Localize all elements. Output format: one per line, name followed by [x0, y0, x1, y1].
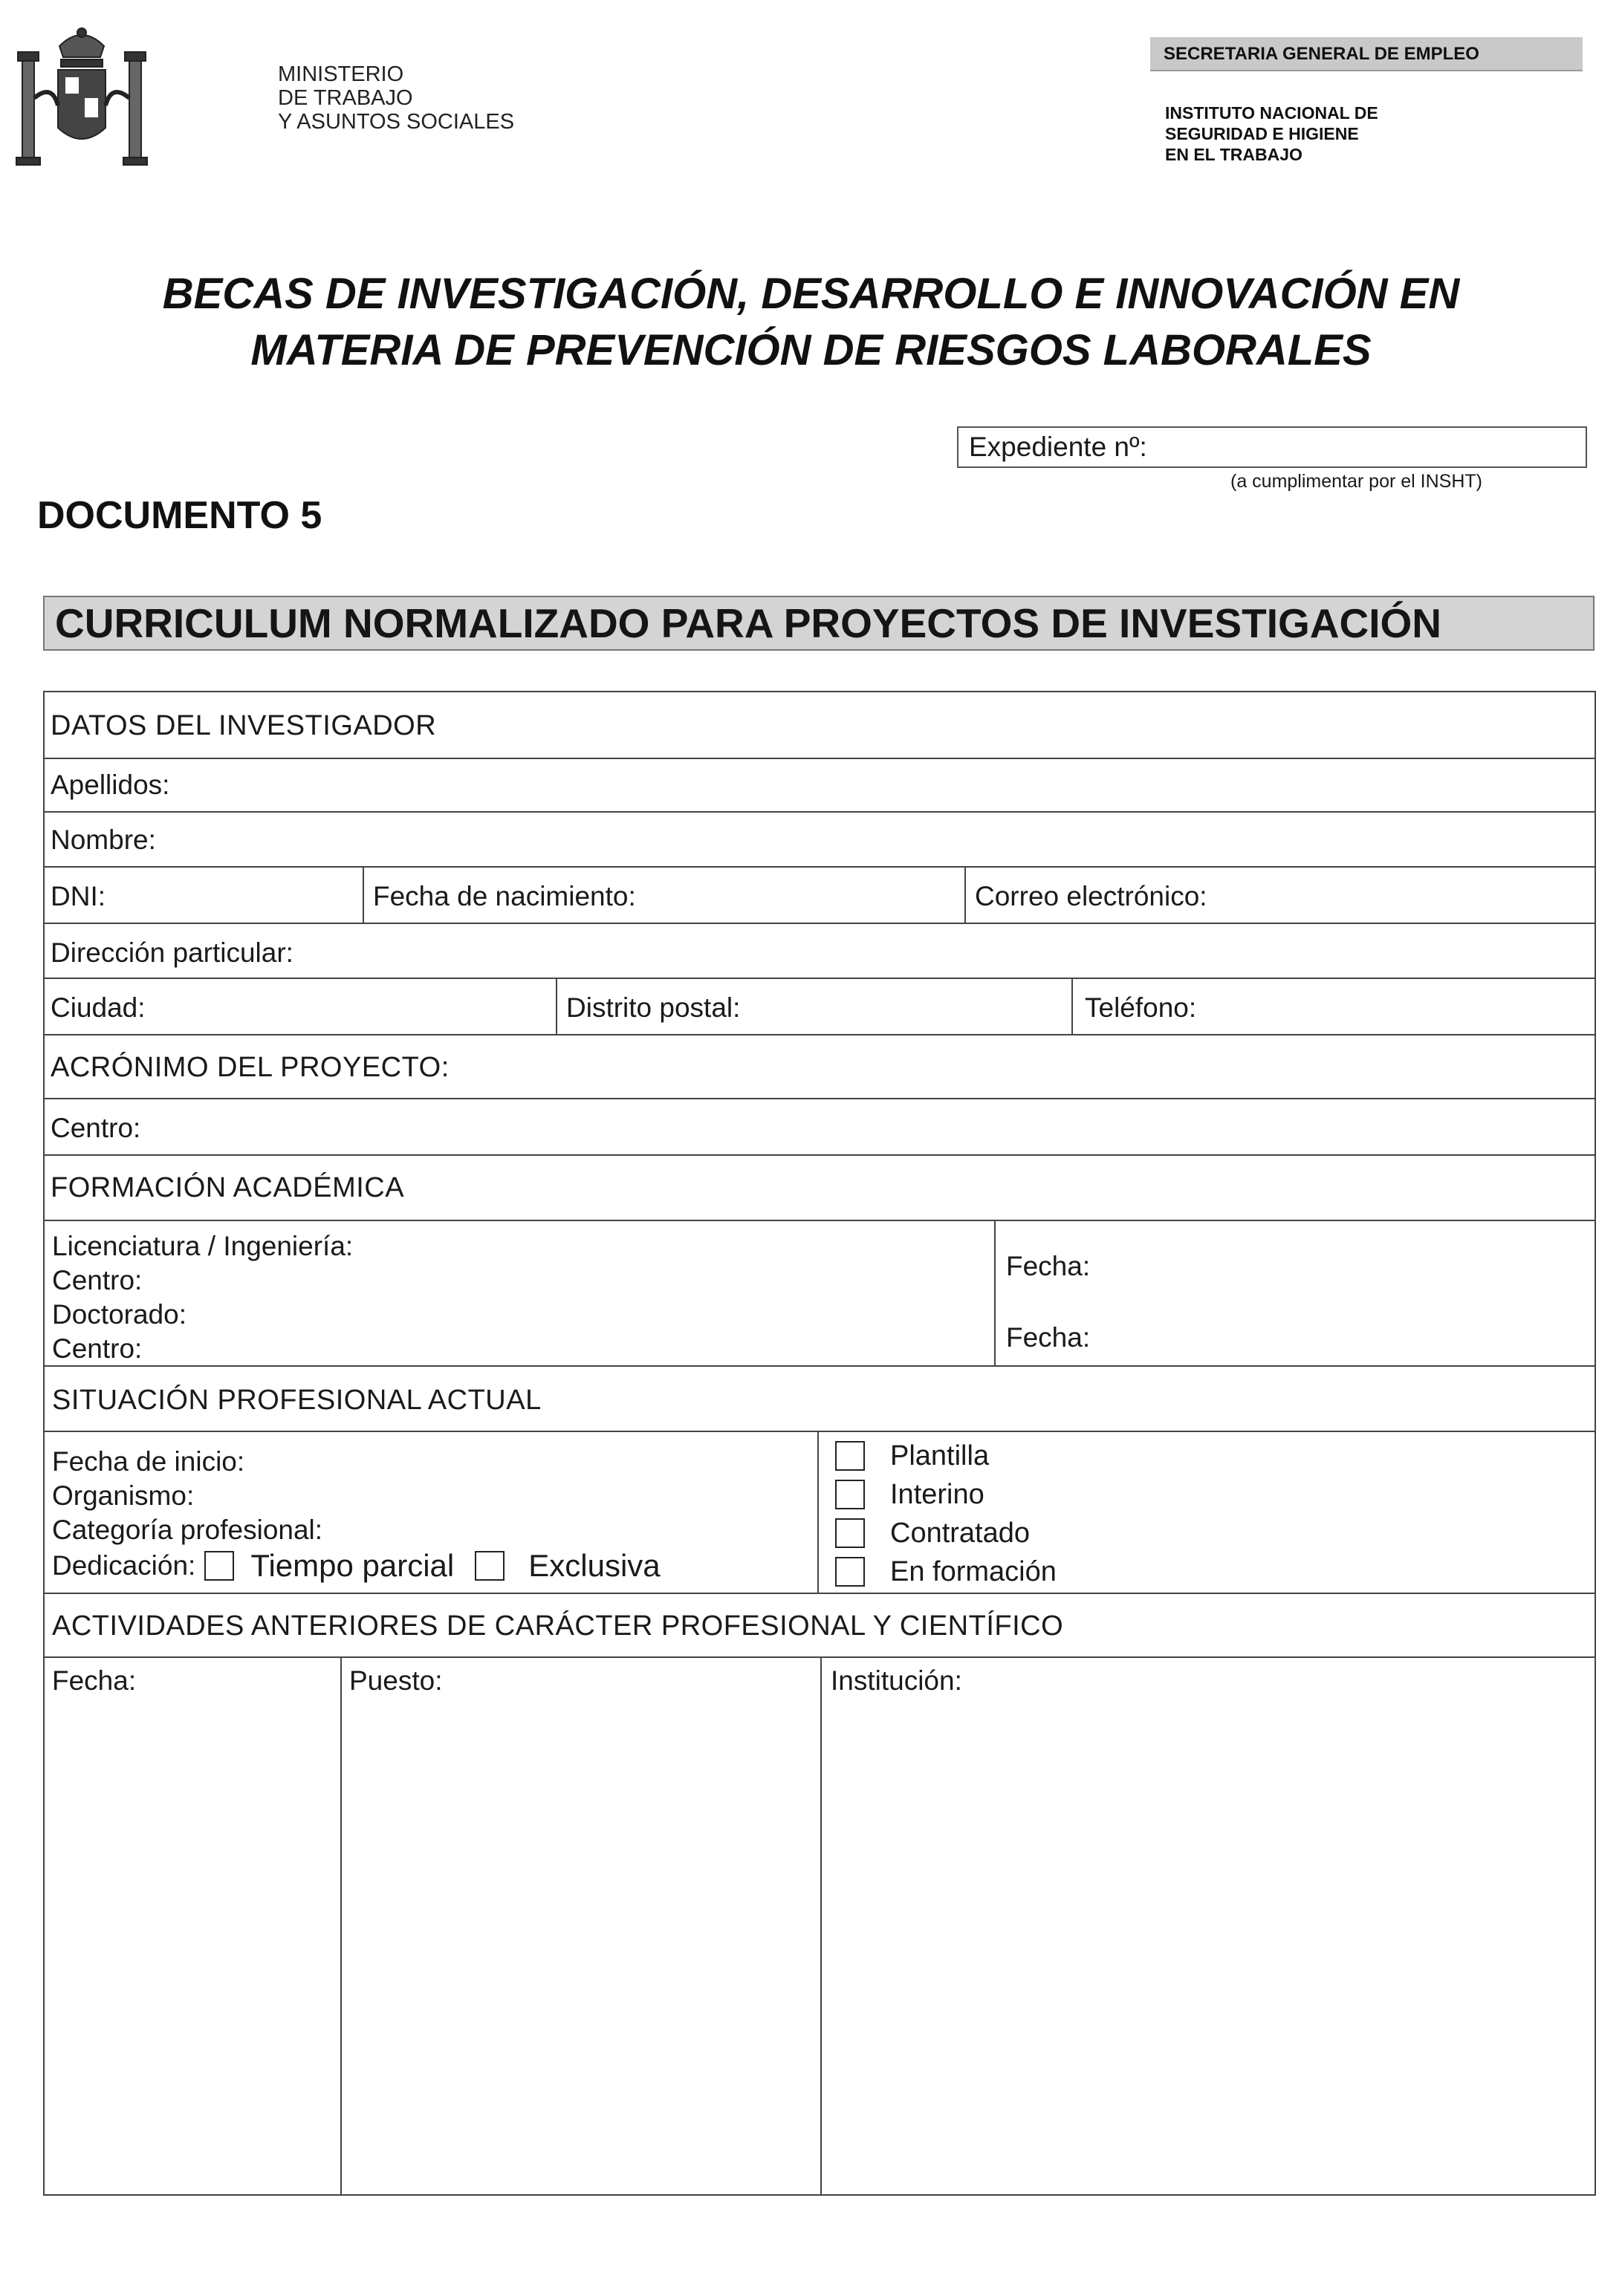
- col-divider: [820, 1656, 822, 2196]
- instituto-line: EN EL TRABAJO: [1165, 145, 1303, 164]
- row-divider: [45, 1656, 1595, 1658]
- plantilla-label: Plantilla: [890, 1440, 990, 1471]
- researcher-form: [43, 691, 1596, 2196]
- row-divider: [45, 866, 1595, 868]
- correo-field[interactable]: Correo electrónico:: [975, 881, 1207, 911]
- col-puesto-label: Puesto:: [349, 1665, 443, 1696]
- ministry-line: Y ASUNTOS SOCIALES: [278, 110, 515, 134]
- organismo-field[interactable]: Organismo:: [52, 1480, 195, 1511]
- acronimo-field[interactable]: ACRÓNIMO DEL PROYECTO:: [51, 1052, 450, 1083]
- fecha-nacimiento-field[interactable]: Fecha de nacimiento:: [373, 881, 636, 911]
- contratado-checkbox[interactable]: [835, 1518, 865, 1548]
- ciudad-field[interactable]: Ciudad:: [51, 992, 146, 1023]
- contratado-label: Contratado: [890, 1517, 1031, 1549]
- tiempo-parcial-label: Tiempo parcial: [250, 1548, 455, 1583]
- datos-header: DATOS DEL INVESTIGADOR: [51, 710, 437, 741]
- instituto-line: INSTITUTO NACIONAL DE: [1165, 103, 1378, 123]
- dedicacion-label: Dedicación:: [52, 1550, 196, 1581]
- ministry-name: [278, 62, 514, 134]
- situacion-header: SITUACIÓN PROFESIONAL ACTUAL: [52, 1385, 542, 1416]
- expediente-note: (a cumplimentar por el INSHT): [1230, 471, 1482, 492]
- col-divider: [964, 866, 966, 923]
- instituto-name: [1165, 103, 1378, 165]
- col-divider: [817, 1431, 819, 1593]
- telefono-field[interactable]: Teléfono:: [1085, 992, 1197, 1023]
- fecha-licenciatura-field[interactable]: Fecha:: [1006, 1251, 1091, 1281]
- row-divider: [45, 1098, 1595, 1099]
- row-divider: [45, 1365, 1595, 1367]
- col-divider: [1071, 978, 1073, 1034]
- expediente-label: Expediente nº:: [969, 432, 1147, 462]
- interino-label: Interino: [890, 1478, 984, 1510]
- coat-of-arms-icon: [7, 16, 156, 180]
- section-banner: CURRICULUM NORMALIZADO PARA PROYECTOS DE INVESTIGACIÓN: [43, 596, 1595, 651]
- fecha-inicio-field[interactable]: Fecha de inicio:: [52, 1446, 245, 1477]
- exclusiva-label: Exclusiva: [528, 1548, 661, 1583]
- col-divider: [994, 1220, 996, 1365]
- col-fecha-label: Fecha:: [52, 1665, 137, 1696]
- en-formacion-label: En formación: [890, 1555, 1057, 1587]
- expediente-field[interactable]: [957, 426, 1587, 468]
- apellidos-field[interactable]: Apellidos:: [51, 770, 170, 800]
- plantilla-checkbox[interactable]: [835, 1441, 865, 1471]
- formacion-header: FORMACIÓN ACADÉMICA: [51, 1172, 405, 1203]
- tiempo-parcial-checkbox[interactable]: [204, 1551, 234, 1581]
- title-line: MATERIA DE PREVENCIÓN DE RIESGOS LABORALES: [250, 326, 1372, 374]
- col-divider: [556, 978, 557, 1034]
- categoria-field[interactable]: Categoría profesional:: [52, 1515, 323, 1545]
- col-divider: [340, 1656, 342, 2196]
- row-divider: [45, 1220, 1595, 1221]
- instituto-line: SEGURIDAD E HIGIENE: [1165, 124, 1359, 143]
- row-divider: [45, 923, 1595, 924]
- col-divider: [363, 866, 364, 923]
- row-divider: [45, 1034, 1595, 1035]
- centro-field[interactable]: Centro:: [51, 1113, 141, 1143]
- doctorado-field[interactable]: Doctorado:: [52, 1299, 186, 1330]
- dni-field[interactable]: DNI:: [51, 881, 106, 911]
- row-divider: [45, 1154, 1595, 1156]
- fecha-doctorado-field[interactable]: Fecha:: [1006, 1322, 1091, 1353]
- row-divider: [45, 1431, 1595, 1432]
- centro-doctorado-field[interactable]: Centro:: [52, 1333, 143, 1364]
- interino-checkbox[interactable]: [835, 1480, 865, 1509]
- plantilla-option: [835, 1438, 989, 1474]
- row-divider: [45, 1593, 1595, 1594]
- page-title: [0, 266, 1622, 379]
- interino-option: [835, 1477, 984, 1512]
- contratado-option: [835, 1515, 1030, 1551]
- direccion-field[interactable]: Dirección particular:: [51, 937, 293, 968]
- en-formacion-checkbox[interactable]: [835, 1557, 865, 1587]
- ministry-line: DE TRABAJO: [278, 86, 413, 110]
- secretaria-label: SECRETARIA GENERAL DE EMPLEO: [1150, 37, 1583, 71]
- actividades-header: ACTIVIDADES ANTERIORES DE CARÁCTER PROFESIONAL Y CIENTÍFICO: [52, 1610, 1064, 1642]
- title-line: BECAS DE INVESTIGACIÓN, DESARROLLO E INNOVACIÓN EN: [162, 270, 1460, 318]
- en-formacion-option: [835, 1554, 1057, 1590]
- distrito-field[interactable]: Distrito postal:: [566, 992, 741, 1023]
- ministry-line: MINISTERIO: [278, 62, 404, 86]
- row-divider: [45, 811, 1595, 813]
- document-number: DOCUMENTO 5: [37, 494, 322, 537]
- col-institucion-label: Institución:: [831, 1665, 962, 1696]
- nombre-field[interactable]: Nombre:: [51, 825, 156, 855]
- centro-licenciatura-field[interactable]: Centro:: [52, 1265, 143, 1295]
- exclusiva-checkbox[interactable]: [475, 1551, 505, 1581]
- row-divider: [45, 758, 1595, 759]
- dedicacion-row: [52, 1545, 661, 1587]
- licenciatura-field[interactable]: Licenciatura / Ingeniería:: [52, 1231, 354, 1261]
- row-divider: [45, 978, 1595, 979]
